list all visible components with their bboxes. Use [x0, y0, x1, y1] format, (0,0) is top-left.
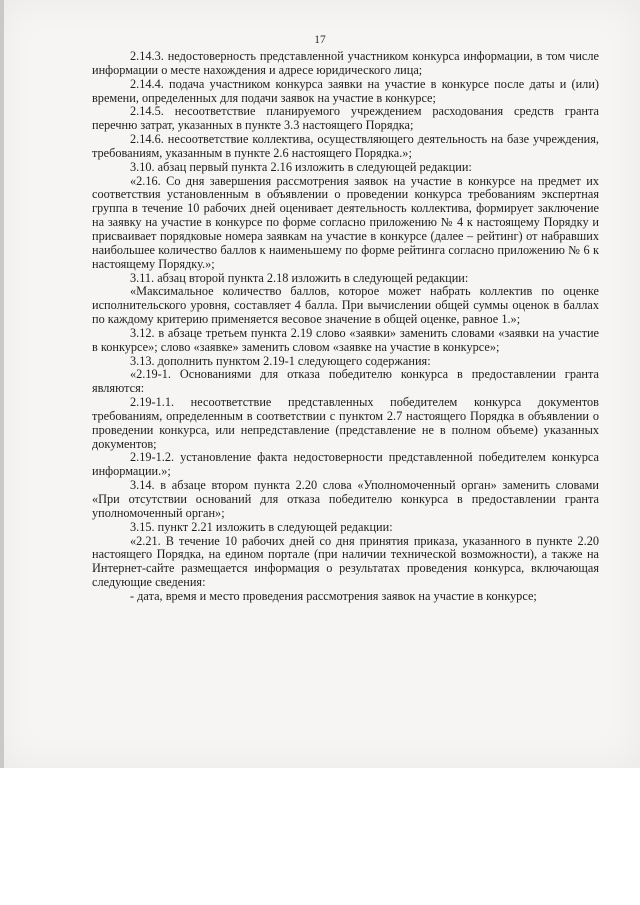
paragraph-2-14-4: 2.14.4. подача участником конкурса заявки на участие в конкурсе после даты и (или) времени, определенных для подачи заявок на участие в конкурсе; [92, 76, 599, 105]
paragraph-2-19-1: «2.19-1. Основаниями для отказа победителю конкурса в предоставлении гранта являются: [92, 367, 599, 396]
page-number: 17 [314, 34, 326, 46]
paragraph-2-21: «2.21. В течение 10 рабочих дней со дня принятия приказа, указанного в пункте 2.20 настоящего Порядка, на едином портале (при наличии технической возможности), а также на Интернет-сайте размещается информация о результатах проведения конкурса, включающая следующие сведения: [92, 533, 599, 590]
paragraph-list-item-date: - дата, время и место проведения рассмотрения заявок на участие в конкурсе; [130, 588, 537, 603]
paragraph-3-10: 3.10. абзац первый пункта 2.16 изложить в следующей редакции: [130, 159, 472, 174]
paragraph-2-16: «2.16. Со дня завершения рассмотрения заявок на участие в конкурсе на предмет их соответствия установленным в объявлении о проведении конкурса требованиям экспертная группа в течение 10 рабочих дней оценивает деятельность коллектива, формирует заключение на заявку на участие в конкурсе по форме согласно приложению № 4 к настоящему Порядку и присваивает порядковые номера заявкам на участие в конкурсе (далее – рейтинг) от набравших наибольшее количество баллов к наименьшему по форме рейтинга согласно приложению № 6 к настоящему Порядку.»; [92, 173, 599, 271]
document-body [92, 50, 599, 604]
paragraph-2-19-1-1: 2.19-1.1. несоответствие представленных победителем конкурса документов требованиям, определенным в соответствии с пунктом 2.7 настоящего Порядка в объявлении о проведении конкурса, или непредставление (представление не в полном объеме) указанных документов; [92, 395, 599, 451]
paragraph-3-12: 3.12. в абзаце третьем пункта 2.19 слово «заявки» заменить словами «заявки на участие в конкурсе»; слово «заявке» заменить словом «заявке на участие в конкурсе»; [92, 325, 599, 354]
scan-edge-shadow [0, 0, 4, 768]
paragraph-2-14-3: 2.14.3. недостоверность представленной участником конкурса информации, в том числе информации о месте нахождения и адресе юридического лица; [92, 49, 599, 77]
paragraph-2-14-6: 2.14.6. несоответствие коллектива, осуществляющего деятельность на базе учреждения, требованиям, указанным в пункте 2.6 настоящего Порядка.»; [92, 132, 599, 160]
paragraph-3-14: 3.14. в абзаце втором пункта 2.20 слова «Уполномоченный орган» заменить словами «При отсутствии оснований для отказа победителю конкурса в предоставлении гранта уполномоченный орган»; [92, 478, 599, 520]
paragraph-3-13: 3.13. дополнить пунктом 2.19-1 следующего содержания: [130, 353, 431, 368]
paragraph-3-11: 3.11. абзац второй пункта 2.18 изложить в следующей редакции: [130, 270, 469, 285]
paragraph-2-19-1-2: 2.19-1.2. установление факта недостоверности представленной победителем конкурса информации.»; [92, 450, 599, 479]
paragraph-2-14-5: 2.14.5. несоответствие планируемого учреждением расходования средств гранта перечню затрат, указанных в пункте 3.3 настоящего Порядка; [92, 104, 599, 133]
paragraph-3-15: 3.15. пункт 2.21 изложить в следующей редакции: [130, 519, 393, 534]
paragraph-max-score: «Максимальное количество баллов, которое может набрать коллектив по оценке исполнительского уровня, составляет 4 балла. При вычислении общей суммы оценок в баллах по каждому критерию применяется весовое значение в общей оценке, равное 1.»; [92, 284, 599, 327]
